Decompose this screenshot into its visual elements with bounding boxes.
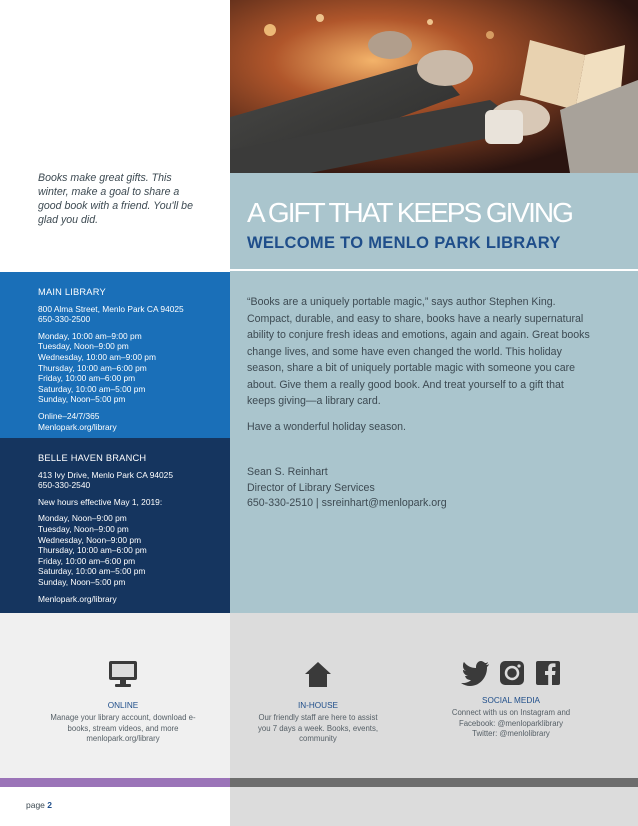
hours-line: Monday, 10:00 am–9:00 pm (38, 330, 142, 341)
monitor-icon (108, 660, 138, 688)
belle-haven-phone[interactable]: 650-330-2540 (38, 480, 91, 491)
intro-panel (0, 0, 230, 272)
footer-bar-gray (230, 778, 638, 787)
hours-line: Saturday, 10:00 am–5:00 pm (38, 383, 146, 394)
hours-line: Sunday, Noon–5:00 pm (38, 394, 126, 405)
hours-line: Friday, 10:00 am–6:00 pm (38, 373, 136, 384)
main-library-hours (38, 331, 223, 405)
belle-haven-hours (38, 513, 223, 587)
belle-haven-heading: BELLE HAVEN BRANCH (38, 453, 147, 463)
facebook-icon[interactable] (535, 660, 561, 686)
twitter-icon[interactable] (461, 660, 491, 686)
belle-haven-notice: New hours effective May 1, 2019: (38, 496, 163, 507)
feature-inhouse-title: IN-HOUSE (297, 701, 339, 710)
hours-line: Tuesday, Noon–9:00 pm (38, 341, 129, 352)
belle-haven-box (0, 438, 230, 613)
main-library-website[interactable]: Menlopark.org/library (38, 421, 117, 432)
hours-line: Friday, 10:00 am–6:00 pm (38, 555, 136, 566)
feature-inhouse (252, 660, 384, 745)
feature-social-title: SOCIAL MEDIA (482, 696, 540, 705)
page-word: page (26, 800, 45, 810)
social-desc-line: Facebook: @menloparklibrary (458, 718, 564, 728)
belle-haven-address: 413 Ivy Drive, Menlo Park CA 94025 (38, 469, 173, 480)
letter-paragraph-1: “Books are a uniquely portable magic,” says author Stephen King. Compact, durable, and easy to share, books have a nearly supernatural ability to conjure fresh ideas and emotions, again and again. Great books change lives, and some have even changed the world. This holiday season, share a bit of uniquely portable magic with someone you care about. Give them a really good book. And treat yourself to a gift that keeps giving—a library card. (247, 296, 590, 407)
page-number (26, 800, 52, 810)
hours-line: Thursday, 10:00 am–6:00 pm (38, 362, 147, 373)
footer-bar-purple (0, 778, 230, 787)
main-library-phone[interactable]: 650-330-2500 (38, 314, 91, 325)
feature-online (42, 660, 204, 745)
divider (230, 269, 638, 271)
signature-name: Sean S. Reinhart (247, 466, 328, 478)
page-subtitle: WELCOME TO MENLO PARK LIBRARY (247, 234, 561, 252)
hours-line: Tuesday, Noon–9:00 pm (38, 523, 129, 534)
footer-panel (230, 787, 638, 826)
hours-line: Thursday, 10:00 am–6:00 pm (38, 545, 147, 556)
house-icon (303, 660, 333, 688)
signature-contact[interactable]: 650-330-2510 | ssreinhart@menlopark.org (247, 497, 447, 509)
signature-title: Director of Library Services (247, 481, 375, 494)
belle-haven-website[interactable]: Menlopark.org/library (38, 593, 117, 604)
hero-photo (230, 0, 638, 173)
feature-social (440, 660, 582, 740)
hours-line: Sunday, Noon–5:00 pm (38, 576, 126, 587)
feature-inhouse-desc: Our friendly staff are here to assist you 7 days a week. Books, events, community (257, 713, 379, 743)
hours-line: Saturday, 10:00 am–5:00 pm (38, 566, 146, 577)
main-library-address: 800 Alma Street, Menlo Park CA 94025 (38, 303, 184, 314)
main-library-box (0, 272, 230, 438)
tagline: Books make great gifts. This winter, make a goal to share a good book with a friend. You'll be glad you did. (38, 172, 193, 226)
main-library-online: Online–24/7/365 (38, 410, 100, 421)
feature-online-desc: Manage your library account, download e-books, stream videos, and more menlopark.org/library (50, 713, 196, 743)
instagram-icon[interactable] (499, 660, 525, 686)
social-desc-line: Twitter: @menlolibrary (472, 729, 550, 738)
letter-paragraph-2: Have a wonderful holiday season. (247, 420, 407, 433)
letter-body (247, 294, 592, 444)
hours-line: Monday, Noon–9:00 pm (38, 513, 127, 524)
social-desc-line: Connect with us on Instagram and (451, 708, 571, 717)
page-number-value: 2 (47, 800, 53, 810)
hours-line: Wednesday, Noon–9:00 pm (38, 534, 142, 545)
main-library-heading: MAIN LIBRARY (38, 287, 106, 297)
page-title: A GIFT THAT KEEPS GIVING (247, 197, 572, 228)
letter-signature (247, 465, 592, 512)
feature-social-desc (440, 708, 582, 740)
feature-online-title: ONLINE (107, 701, 139, 710)
hours-line: Wednesday, 10:00 am–9:00 pm (38, 351, 156, 362)
